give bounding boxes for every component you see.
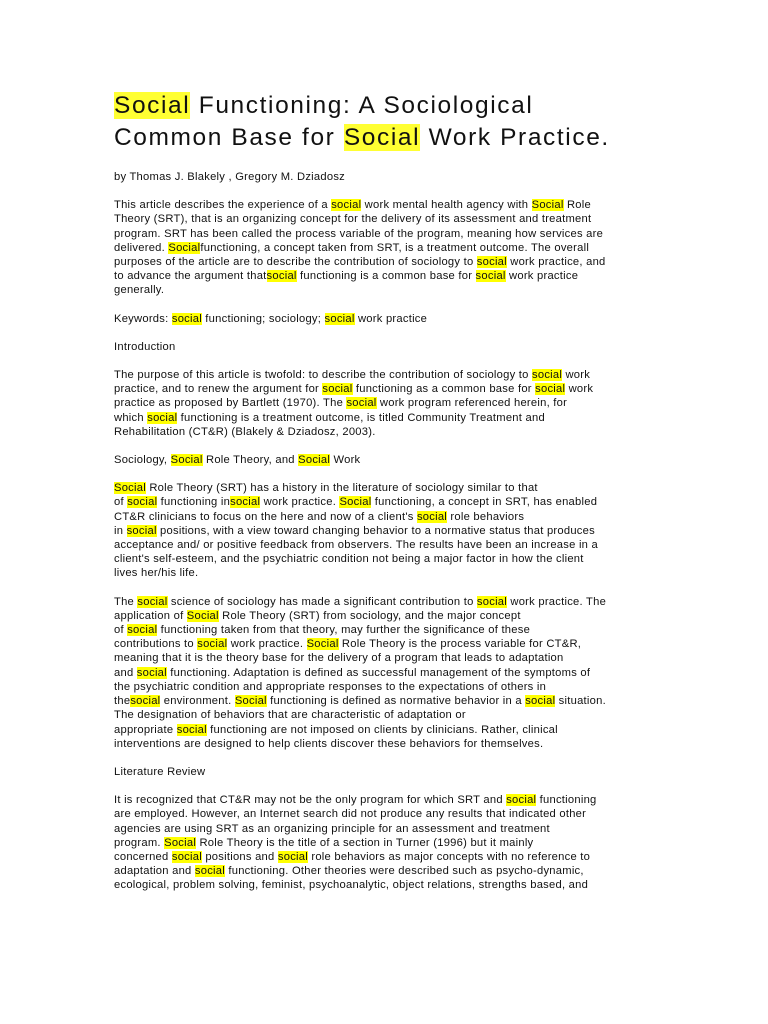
text-line: appropriate social functioning are not imposed on clients by clinicians. Rather, clinical	[114, 723, 558, 736]
section-heading	[114, 340, 659, 354]
text-line: application of Social Role Theory (SRT) from sociology, and the major concept	[114, 609, 521, 622]
search-highlight: social	[130, 695, 161, 708]
text-line: agencies are using SRT as an organizing principle for an assessment and treatment	[114, 822, 550, 835]
title-line: Social Functioning: A Sociological	[114, 92, 534, 119]
text-line: CT&R clinicians to focus on the here and now of a client's social role behaviors	[114, 510, 525, 523]
text-line: of social functioning insocial work practice. Social functioning, a concept in SRT, has enabled	[114, 496, 598, 509]
search-highlight: social	[525, 695, 556, 708]
paragraph	[114, 198, 659, 297]
text-line: The social science of sociology has made a significant contribution to social work practice. The	[114, 595, 607, 608]
text-line: Theory (SRT), that is an organizing concept for the delivery of its assessment and treatment	[114, 213, 592, 226]
paragraph	[114, 368, 659, 439]
text-line: Social Role Theory (SRT) has a history in the literature of sociology similar to that	[114, 482, 538, 495]
search-highlight: Social	[343, 124, 421, 151]
search-highlight: Social	[531, 199, 564, 212]
text-line: thesocial environment. Social functioning is defined as normative behavior in a social situation.	[114, 695, 606, 708]
text-line: meaning that it is the theory base for the delivery of a program that leads to adaptation	[114, 652, 564, 665]
search-highlight: social	[171, 850, 202, 863]
text-line: ecological, problem solving, feminist, psychoanalytic, object relations, strengths based, and	[114, 879, 589, 892]
text-line: program. Social Role Theory is the title of a section in Turner (1996) but it mainly	[114, 836, 534, 849]
search-highlight: social	[476, 595, 508, 608]
text-line: Keywords: social functioning; sociology; social work practice	[114, 312, 428, 325]
text-line: program. SRT has been called the process variable of the program, meaning how services are	[114, 227, 604, 240]
document-title	[114, 90, 659, 154]
search-highlight: Social	[186, 609, 219, 622]
search-highlight: Social	[168, 241, 201, 254]
text-line: Literature Review	[114, 765, 206, 778]
search-highlight: social	[532, 369, 563, 382]
text-line: The purpose of this article is twofold: to describe the contribution of sociology to social work	[114, 369, 591, 382]
paragraph	[114, 481, 659, 580]
paragraph	[114, 312, 659, 326]
search-highlight: social	[171, 312, 202, 325]
search-highlight: Social	[114, 92, 191, 119]
text-line: adaptation and social functioning. Other theories were described such as psycho-dynamic,	[114, 865, 584, 878]
text-line: by Thomas J. Blakely , Gregory M. Dziadosz	[114, 171, 346, 183]
text-line: the psychiatric condition and appropriate responses to the expectations of others in	[114, 680, 547, 693]
search-highlight: social	[476, 256, 507, 269]
search-highlight: social	[126, 524, 157, 537]
search-highlight: social	[136, 666, 167, 679]
text-line: in social positions, with a view toward changing behavior to a normative status that produces	[114, 524, 595, 537]
search-highlight: social	[346, 397, 377, 410]
search-highlight: Social	[298, 454, 331, 467]
search-highlight: social	[147, 411, 178, 424]
text-line: This article describes the experience of a social work mental health agency with Social Role	[114, 199, 591, 212]
paragraph	[114, 595, 659, 751]
section-heading	[114, 453, 659, 467]
search-highlight: social	[230, 496, 261, 509]
text-line: contributions to social work practice. Social Role Theory is the process variable for CT&R,	[114, 638, 582, 651]
search-highlight: social	[176, 723, 207, 736]
text-line: It is recognized that CT&R may not be the only program for which SRT and social functioning	[114, 794, 597, 807]
search-highlight: social	[416, 510, 448, 523]
search-highlight: Social	[306, 638, 339, 651]
search-highlight: social	[331, 199, 362, 212]
text-line: practice as proposed by Bartlett (1970). The social work program referenced herein, for	[114, 397, 568, 410]
text-line: which social functioning is a treatment outcome, is titled Community Treatment and	[114, 411, 545, 424]
search-highlight: social	[127, 496, 158, 509]
search-highlight: Social	[114, 482, 146, 495]
text-line: lives her/his life.	[114, 567, 199, 580]
text-line: concerned social positions and social role behaviors as major concepts with no reference to	[114, 850, 591, 863]
search-highlight: social	[324, 312, 355, 325]
text-line: Introduction	[114, 340, 176, 353]
document-page	[114, 90, 659, 907]
search-highlight: Social	[170, 454, 203, 467]
search-highlight: social	[194, 865, 225, 878]
search-highlight: social	[266, 270, 297, 283]
search-highlight: social	[277, 850, 308, 863]
paragraph	[114, 793, 659, 892]
search-highlight: social	[506, 794, 537, 807]
text-line: delivered. Socialfunctioning, a concept taken from SRT, is a treatment outcome. The overall	[114, 241, 590, 254]
text-line: to advance the argument thatsocial functioning is a common base for social work practice	[114, 270, 579, 283]
search-highlight: Social	[339, 496, 372, 509]
text-line: The designation of behaviors that are characteristic of adaptation or	[114, 709, 466, 722]
search-highlight: social	[137, 595, 168, 608]
text-line: client's self-esteem, and the psychiatric condition not being a major factor in how the client	[114, 553, 584, 566]
text-line: Sociology, Social Role Theory, and Social Work	[114, 454, 361, 467]
document-body	[114, 170, 659, 893]
search-highlight: social	[475, 270, 506, 283]
text-line: are employed. However, an Internet search did not produce any results that indicated other	[114, 808, 587, 821]
text-line: generally.	[114, 284, 165, 297]
search-highlight: Social	[234, 695, 267, 708]
text-line: and social functioning. Adaptation is defined as successful management of the symptoms of	[114, 666, 591, 679]
text-line: purposes of the article are to describe the contribution of sociology to social work practice, and	[114, 256, 606, 269]
text-line: interventions are designed to help clients discover these behaviors for themselves.	[114, 737, 544, 750]
search-highlight: social	[127, 624, 158, 637]
text-line: practice, and to renew the argument for social functioning as a common base for social work	[114, 383, 594, 396]
text-line: of social functioning taken from that theory, may further the significance of these	[114, 624, 531, 637]
text-line: acceptance and/ or positive feedback from observers. The results have been an increase in a	[114, 539, 598, 552]
section-heading	[114, 765, 659, 779]
search-highlight: social	[535, 383, 566, 396]
text-line: Rehabilitation (CT&R) (Blakely & Dziadosz, 2003).	[114, 425, 376, 438]
search-highlight: social	[322, 383, 353, 396]
paragraph	[114, 170, 659, 184]
search-highlight: Social	[164, 836, 197, 849]
title-line: Common Base for Social Work Practice.	[114, 124, 610, 151]
search-highlight: social	[197, 638, 228, 651]
